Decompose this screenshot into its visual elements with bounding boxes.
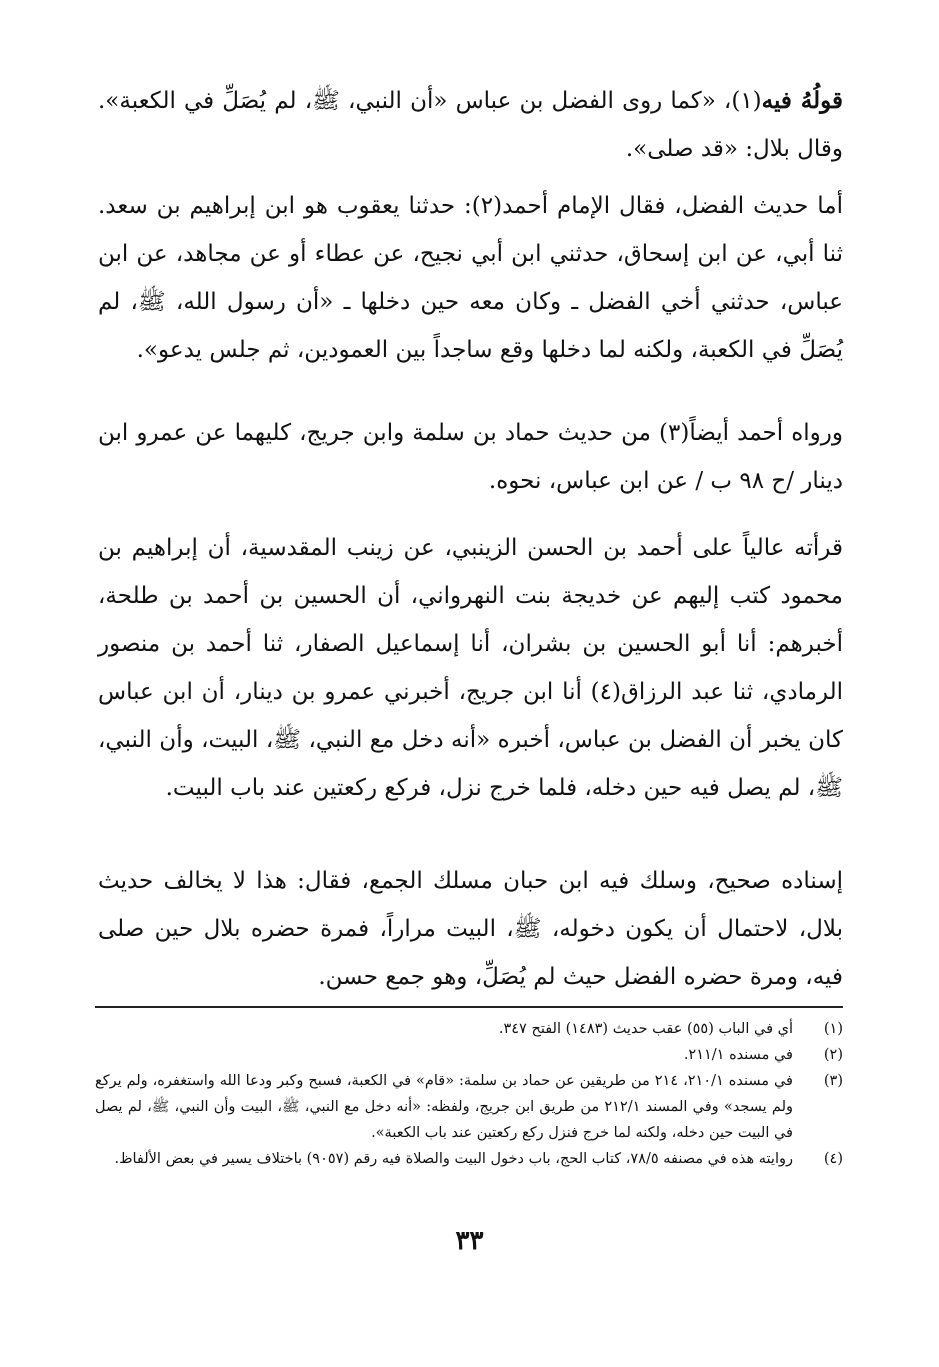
footnote-number: (٣) — [823, 1073, 843, 1089]
footnote-1 — [95, 1016, 843, 1042]
paragraph-2 — [98, 182, 843, 374]
footnote-number: (٤) — [823, 1151, 843, 1167]
footnote-text: روايته هذه في مصنفه ٧٨/٥، كتاب الحج، باب دخول البيت والصلاة فيه رقم (٩٠٥٧) باختلاف يسير في بعض الألفاظ. — [114, 1151, 793, 1167]
paragraph-1 — [98, 77, 843, 173]
paragraph-2-text: أما حديث الفضل، فقال الإمام أحمد(٢): حدثنا يعقوب هو ابن إبراهيم بن سعد. ثنا أبي، عن ابن إسحاق، حدثني ابن أبي نجيح، عن عطاء أو عن مجاهد، عن ابن عباس، حدثني أخي الفضل ـ وكان معه حين دخلها ـ «أن رسول الله، ﷺ، لم يُصَلِّ في الكعبة، ولكنه لما دخلها وقع ساجداً بين العمودين، ثم جلس يدعو». — [98, 193, 843, 363]
paragraph-4-text: قرأته عالياً على أحمد بن الحسن الزينبي، عن زينب المقدسية، أن إبراهيم بن محمود كتب إليهم عن خديجة بنت النهرواني، أن الحسين بن أحمد بن طلحة، أخبرهم: أنا أبو الحسين بن بشران، أنا إسماعيل الصفار، ثنا أحمد بن منصور الرمادي، ثنا عبد الرزاق(٤) أنا ابن جريج، أخبرني عمرو بن دينار، أن ابن عباس كان يخبر أن الفضل بن عباس، أخبره «أنه دخل مع النبي، ﷺ، البيت، وأن النبي، ﷺ، لم يصل فيه حين دخله، فلما خرج نزل، فركع ركعتين عند باب البيت. — [98, 535, 843, 801]
footnote-text: في مسنده ٢١٠/١، ٢١٤ من طريقين عن حماد بن سلمة: «قام» في الكعبة، فسبح وكبر ودعا الله واستغفره، ولم يركع ولم يسجد» وفي المسند ٢١٢/١ من طريق ابن جريج، ولفظه: «أنه دخل مع النبي، ﷺ، البيت وأن النبي، ﷺ، لم يصل في البيت حين دخله، ولكنه لما خرج فنزل ركع ركعتين عند باب الكعبة». — [95, 1073, 793, 1141]
footnote-3 — [95, 1068, 843, 1146]
footnote-2 — [95, 1042, 843, 1068]
footnote-divider — [95, 1006, 843, 1008]
footnotes — [95, 1016, 843, 1172]
paragraph-3 — [98, 409, 843, 505]
footnote-text: أي في الباب (٥٥) عقب حديث (١٤٨٣) الفتح ٣٤٧. — [498, 1021, 793, 1037]
paragraph-4 — [98, 524, 843, 812]
footnote-text: في مسنده ٢١١/١. — [683, 1047, 793, 1063]
paragraph-1-lead: قولُهُ فيه — [761, 87, 843, 114]
footnote-number: (٢) — [823, 1047, 843, 1063]
footnote-4 — [95, 1146, 843, 1172]
paragraph-5 — [98, 857, 843, 1001]
page-number: ٣٣ — [455, 1226, 484, 1256]
footnote-number: (١) — [823, 1021, 843, 1037]
paragraph-3-text: ورواه أحمد أيضاً(٣) من حديث حماد بن سلمة وابن جريج، كليهما عن عمرو ابن دينار /ح ٩٨ ب / عن ابن عباس، نحوه. — [98, 420, 843, 494]
paragraph-1-text: (١)، «كما روى الفضل بن عباس «أن النبي، ﷺ، لم يُصَلِّ في الكعبة». وقال بلال: «قد صلى». — [98, 88, 843, 162]
paragraph-5-text: إسناده صحيح، وسلك فيه ابن حبان مسلك الجمع، فقال: هذا لا يخالف حديث بلال، لاحتمال أن يكون دخوله، ﷺ، البيت مراراً، فمرة حضره بلال حين صلى فيه، ومرة حضره الفضل حيث لم يُصَلِّ، وهو جمع حسن. — [98, 868, 843, 990]
